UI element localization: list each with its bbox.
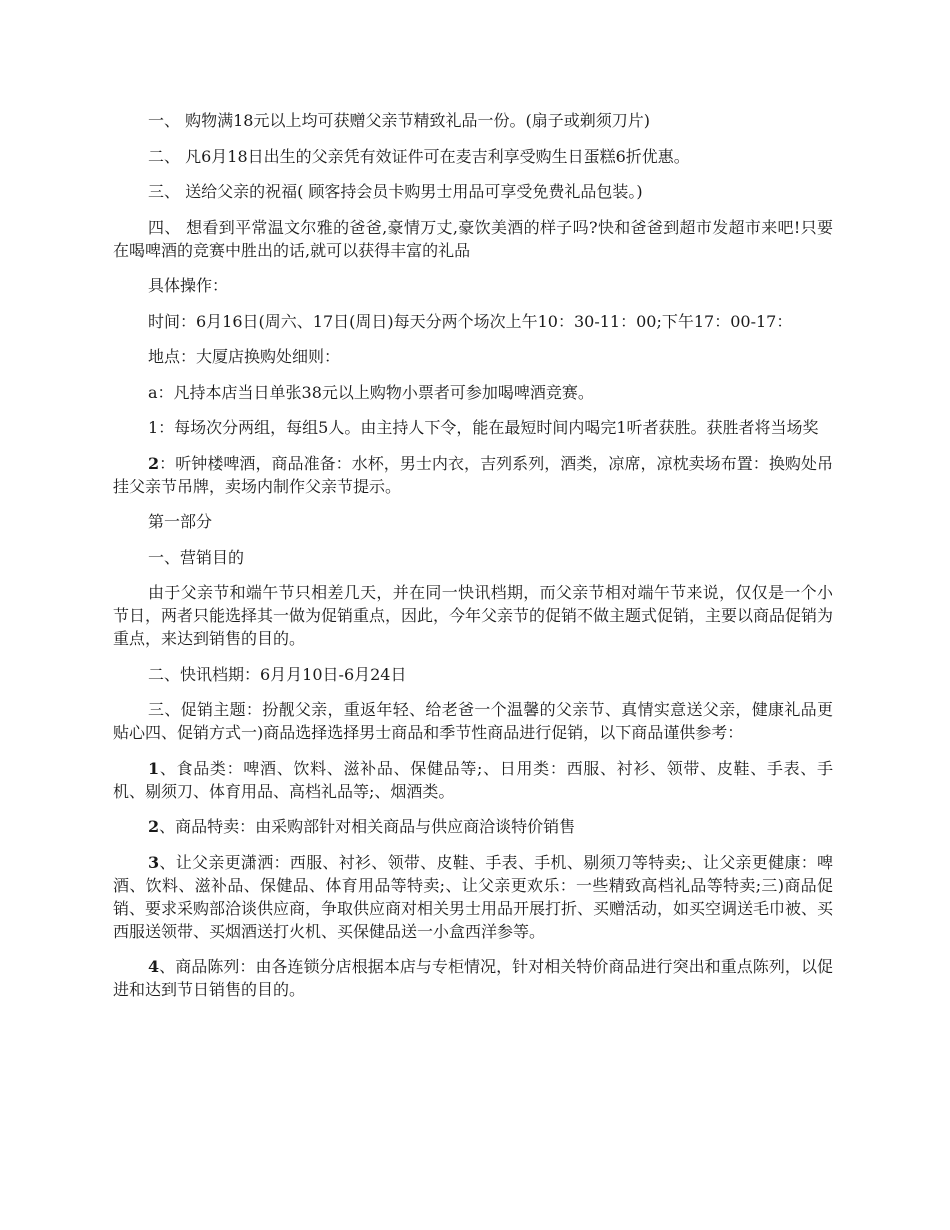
paragraph-blessing: 三、 送给父亲的祝福( 顾客持会员卡购男士用品可享受免费礼品包装。) bbox=[148, 182, 643, 201]
item-number: 4 bbox=[148, 957, 160, 976]
paragraph-marketing-goal: 由于父亲节和端午节只相差几天，并在同一快讯档期，而父亲节相对端午节来说，仅仅是一个小节日，两者只能选择其一做为促销重点，因此，今年父亲节的促销不做主题式促销，主要以商品促销为重点，来达到销售的目的。 bbox=[113, 583, 834, 648]
paragraph-rule-2: 2：听钟楼啤酒，商品准备：水杯，男士内衣，吉列系列，酒类，凉席，凉枕卖场布置：换购处吊挂父亲节吊牌，卖场内制作父亲节提示。 bbox=[113, 453, 833, 496]
item-number: 2 bbox=[148, 817, 160, 836]
paragraph-rule-a: a：凡持本店当日单张38元以上购物小票者可参加喝啤酒竞赛。 bbox=[148, 382, 594, 402]
paragraph-part-one: 第一部分 bbox=[148, 512, 213, 531]
paragraph-operation-heading: 具体操作： bbox=[148, 276, 229, 295]
item-number: 1 bbox=[148, 758, 160, 778]
document-page bbox=[113, 109, 833, 1014]
paragraph-time: 时间：6月16日(周六、17日(周日)每天分两个场次上午10：30-11：00;下午17：00-17： bbox=[148, 311, 793, 331]
paragraph-location: 地点：大厦店换购处细则： bbox=[148, 347, 341, 366]
paragraph-marketing-goal-heading: 一、营销目的 bbox=[148, 547, 245, 567]
paragraph-promotion-theme: 三、促销主题：扮靓父亲，重返年轻、给老爸一个温馨的父亲节、真情实意送父亲，健康礼品更贴心四、促销方式一)商品选择选择男士商品和季节性商品进行促销，以下商品谨供参考： bbox=[113, 700, 833, 742]
paragraph-item-1: 1、食品类：啤酒、饮料、滋补品、保健品等;、日用类：西服、衬衫、领带、皮鞋、手表、手机、剔须刀、体育用品、高档礼品等;、烟酒类。 bbox=[113, 758, 833, 801]
paragraph-flyer-period: 二、快讯档期：6月月10日-6月24日 bbox=[148, 664, 407, 684]
item-number: 3 bbox=[148, 852, 160, 872]
paragraph-item-2: 2、商品特卖：由采购部针对相关商品与供应商洽谈特价销售 bbox=[148, 817, 576, 836]
paragraph-birthday-cake: 二、 凡6月18日出生的父亲凭有效证件可在麦吉利享受购生日蛋糕6折优惠。 bbox=[148, 146, 690, 166]
item-number: 2 bbox=[148, 453, 160, 473]
paragraph-item-3: 3、让父亲更潇洒：西服、衬衫、领带、皮鞋、手表、手机、剔须刀等特卖;、让父亲更健康：啤酒、饮料、滋补品、保健品、体育用品等特卖;、让父亲更欢乐：一些精致高档礼品等特卖;三)商品促销、要求采购部洽谈供应商，争取供应商对相关男士用品开展打折、买赠活动，如买空调送毛巾被、买西服送领带、买烟酒送打火机、买保健品送一小盒西洋参等。 bbox=[113, 852, 834, 941]
paragraph-gift-offer: 一、 购物满18元以上均可获赠父亲节精致礼品一份。(扇子或剃须刀片) bbox=[148, 111, 650, 130]
paragraph-item-4: 4、商品陈列：由各连锁分店根据本店与专柜情况，针对相关特价商品进行突出和重点陈列，以促进和达到节日销售的目的。 bbox=[113, 957, 833, 999]
paragraph-beer-contest: 四、 想看到平常温文尔雅的爸爸,豪情万丈,豪饮美酒的样子吗?快和爸爸到超市发超市来吧!只要在喝啤酒的竞赛中胜出的话,就可以获得丰富的礼品 bbox=[113, 217, 833, 260]
paragraph-rule-1: 1：每场次分两组，每组5人。由主持人下令，能在最短时间内喝完1听者获胜。获胜者将当场奖 bbox=[148, 418, 819, 437]
